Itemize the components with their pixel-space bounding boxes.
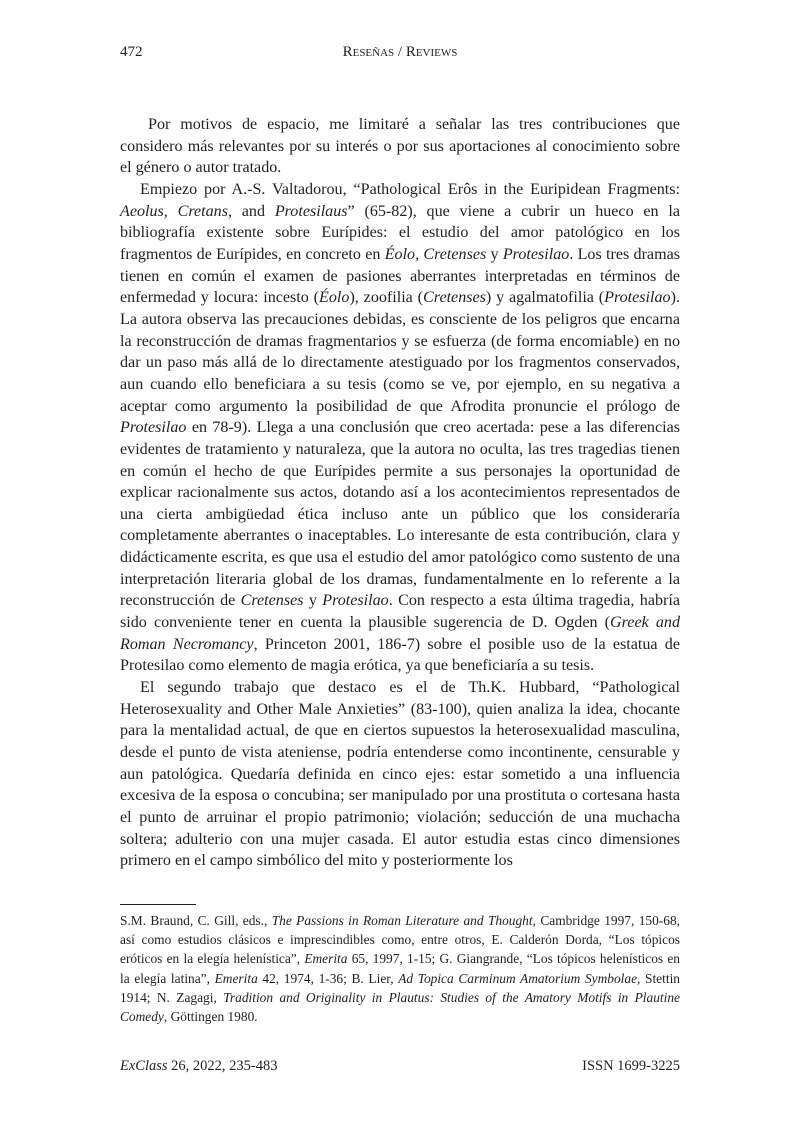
italic-text: Éolo, Cretenses [384, 245, 487, 263]
italic-text: Éolo [319, 289, 350, 307]
italic-text: Emerita [214, 970, 258, 986]
text-run: , Princeton 2001, 186-7) sobre el posible uso de la estatua de Protesilao como elemento de magia erótica, ya que beneficiaría a su tesis. [120, 635, 681, 675]
text-run: Empiezo por A.-S. Valtadorou, “Pathological Erôs in the Euripidean Fragments: [140, 180, 680, 198]
text-run: , and [227, 202, 275, 220]
text-run: ” (65-82), que viene a cubrir un hueco en la bibliografía existente sobre Eurípides: el estudio del amor patológico en los fragmentos de Eurípides, en concreto en [120, 202, 680, 263]
italic-text: Protesilao [604, 289, 671, 307]
text-run: ). La autora observa las precauciones debidas, es consciente de los peligros que encarna la reconstrucción de dramas fragmentarios y se esfuerza (de forma encomiable) en no dar un paso más allá de lo directamente atestiguado por los fragmentos conservados, aun cuando ello beneficiara a su tesis (como se ve, por ejemplo, en su negativa a aceptar como argumento la posibilidad de que Afrodita pronuncie el prólogo de [120, 289, 680, 415]
text-run: 42, 1974, 1-36; B. Lier, [257, 970, 399, 986]
italic-text: Protesilao [322, 592, 389, 610]
text-run: , Cambridge 1997, 150-68, así como estudios clásicos e imprescindibles como, entre otros, E. Calderón Dorda, “Los tópicos eróticos en la elegía helenística”, [120, 913, 680, 967]
text-run: en 78-9). Llega a una conclusión que creo acertada: pese a las diferencias evidentes de tratamiento y naturaleza, que la autora no oculta, las tres tragedias tienen en común el hecho de que Eurípides permite a sus personajes la oportunidad de explicar racionalmente sus actos, dotando así a los acontecimientos representados de una cierta ambigüedad ética incluso ante un público que los consideraría completamente aberrantes o inaceptables. Lo interesante de esta contribución, clara y didácticamente escrita, es que usa el estudio del amor patológico como sustento de una interpretación literaria global de los dramas, fundamentalmente en lo referente a la reconstrucción de [120, 419, 680, 610]
journal-citation [120, 1058, 278, 1075]
text-run: ) y agalmatofilia ( [485, 289, 605, 307]
paragraph [120, 179, 680, 677]
text-run: 65, 1997, 1-15; G. Giangrande, “Los tópicos helenísticos en la elegía latina”, [120, 951, 680, 986]
italic-text: Cretenses [240, 592, 304, 610]
text-run: , Göttingen 1980. [163, 1009, 258, 1025]
paragraph [120, 677, 680, 872]
running-title: Reseñas / Reviews [342, 44, 458, 60]
paragraph [120, 114, 680, 179]
italic-text: Emerita [304, 951, 348, 967]
text-run: El segundo trabajo que destaco es el de Th.K. Hubbard, “Pathological Heterosexuality and Other Male Anxieties” (83-100), quien analiza la idea, chocante para la mentalidad actual, de que en ciertos supuestos la heterosexualidad masculina, desde el punto de vista ateniense, podría entenderse como incontinente, censurable y aun patológica. Quedaría definida en cinco ejes: estar sometido a una influencia excesiva de la esposa o concubina; ser manipulado por una prostituta o cortesana hasta el punto de arruinar el propio patrimonio; violación; seducción de una muchacha soltera; adulterio con una mujer casada. El autor estudia estas cinco dimensiones primero en el campo simbólico del mito y posteriormente los [120, 679, 680, 870]
text-run: Por motivos de espacio, me limitaré a señalar las tres contribuciones que considero más relevantes por su interés o por sus aportaciones al conocimiento sobre el género o autor tratado. [120, 116, 680, 177]
body-text [120, 114, 680, 872]
text-run: , Stettin 1914; N. Zagagi, [120, 970, 680, 1005]
volume-pages: 26, 2022, 235-483 [167, 1058, 278, 1074]
italic-text: Protesilao [502, 245, 570, 263]
footnotes [120, 911, 680, 1026]
text-run: ), zoofilia ( [349, 289, 424, 307]
italic-text: Aeolus, Cretans [120, 202, 228, 220]
italic-text: Greek and Roman Necromancy [120, 614, 681, 653]
page-header [120, 44, 680, 68]
text-run: y [303, 592, 323, 610]
italic-text: The Passions in Roman Literature and Thought [271, 913, 533, 928]
italic-text: Tradition and Originality in Plautus: Studies of the Amatory Motifs in Plautine Comedy [120, 989, 680, 1025]
footnote-rule [120, 904, 196, 905]
italic-text: Ad Topica Carminum Amatorium Symbolae [398, 970, 638, 986]
text-run: . Con respecto a esta última tragedia, habría sido conveniente tener en cuenta la plausible sugerencia de D. Ogden ( [120, 592, 680, 632]
footnote [120, 911, 680, 1026]
issn: ISSN 1699-3225 [582, 1058, 680, 1074]
text-run: y [486, 245, 503, 263]
text-run: S.M. Braund, C. Gill, eds., [120, 913, 272, 928]
page-number: 472 [120, 44, 143, 60]
text-run: . Los tres dramas tienen en común el examen de pasiones aberrantes interpretadas en términos de enfermedad y locura: incesto ( [120, 245, 680, 307]
italic-text: Protesilao [120, 419, 187, 437]
journal-name: ExClass [120, 1058, 168, 1074]
italic-text: Cretenses [423, 289, 486, 307]
italic-text: Protesilaus [274, 202, 348, 220]
